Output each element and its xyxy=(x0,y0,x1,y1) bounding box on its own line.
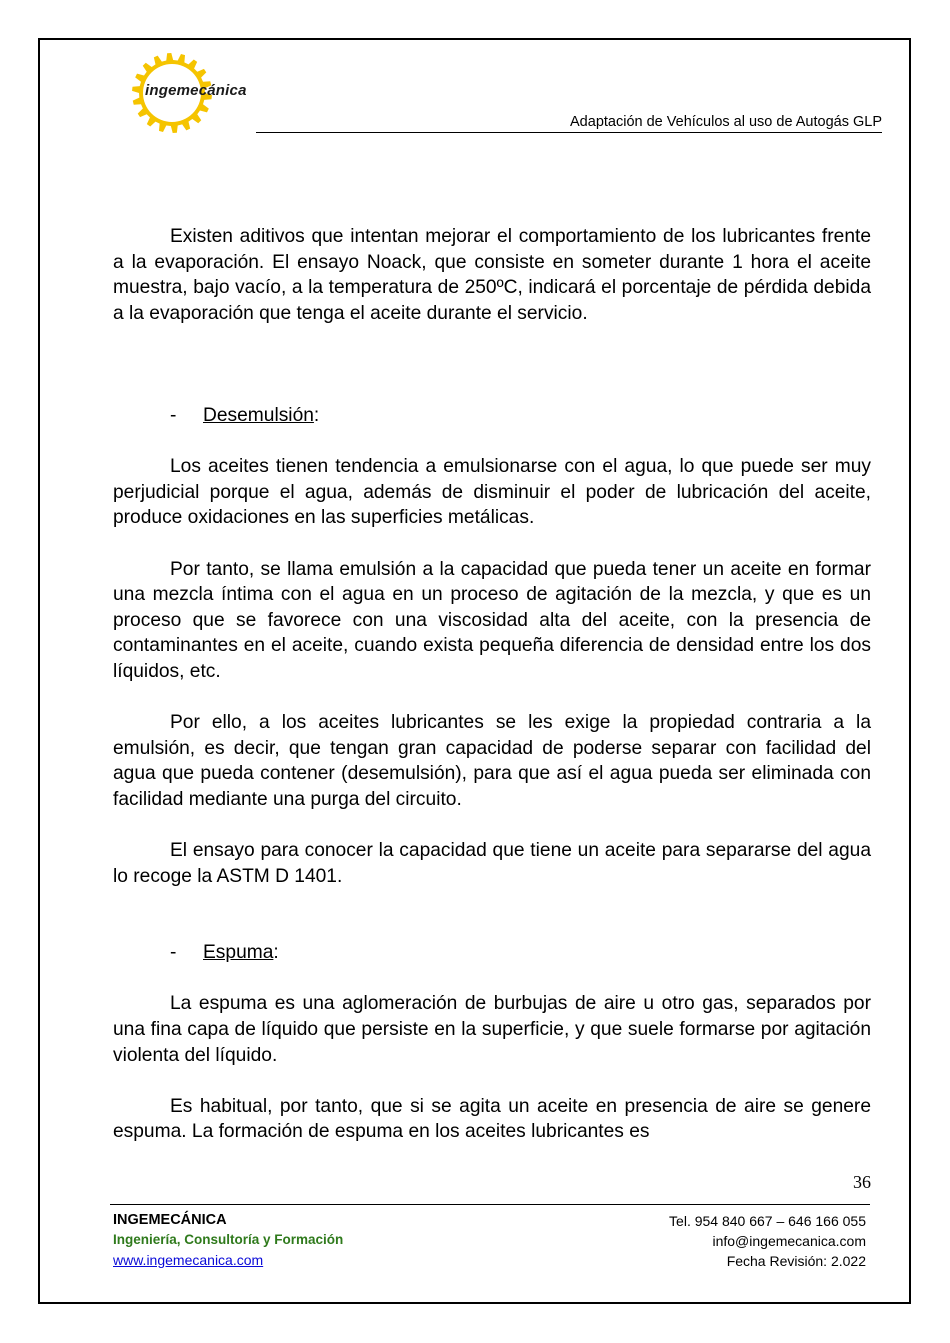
paragraph: Por ello, a los aceites lubricantes se les exige la propiedad contraria a la emulsión, es decir, que tengan gran capacidad de poderse separar con facilidad del agua que pueda contener (desemulsión), para que así el agua pueda ser eliminada con facilidad mediante una purga del circuito. xyxy=(113,712,871,810)
section-title: Espuma xyxy=(203,942,274,964)
paragraph: Existen aditivos que intentan mejorar el comportamiento de los lubricantes frente a la evaporación. El ensayo Noack, que consiste en someter durante 1 hora el aceite muestra, bajo vacío, a la temperatura de 250ºC, indicará el porcentaje de pérdida debida a la evaporación que tenga el aceite durante el servicio. xyxy=(113,226,871,324)
footer-phone: Tel. 954 840 667 – 646 166 055 xyxy=(669,1213,866,1229)
section-title-suffix: : xyxy=(273,942,279,964)
company-logo xyxy=(128,52,278,134)
footer-contact-info xyxy=(669,1211,866,1271)
footer-email: info@ingemecanica.com xyxy=(712,1233,866,1249)
footer-tagline: Ingeniería, Consultoría y Formación xyxy=(113,1232,344,1247)
section-heading-desemulsion xyxy=(113,403,871,429)
paragraph: Los aceites tienen tendencia a emulsionarse con el agua, lo que puede ser muy perjudicial porque el agua, además de disminuir el poder de lubricación del aceite, produce oxidaciones en las superficies metálicas. xyxy=(113,456,871,529)
bullet-dash: - xyxy=(170,942,177,964)
paragraph: La espuma es una aglomeración de burbujas de aire u otro gas, separados por una fina capa de líquido que persiste en la superficie, y que suele formarse por agitación violenta del líquido. xyxy=(113,993,871,1066)
page-number: 36 xyxy=(853,1172,871,1192)
footer-divider xyxy=(110,1204,870,1205)
footer-revision: Fecha Revisión: 2.022 xyxy=(726,1253,866,1269)
paragraph: El ensayo para conocer la capacidad que tiene un aceite para separarse del agua lo recoge la ASTM D 1401. xyxy=(113,840,871,887)
bullet-dash: - xyxy=(170,404,177,426)
paragraph: Por tanto, se llama emulsión a la capacidad que pueda tener un aceite en formar una mezcla íntima con el agua en un proceso de agitación de la mezcla, y que es un proceso que se favorece con una viscosidad alta del aceite, con la presencia de contaminantes en el aceite, cuando exista pequeña diferencia de densidad entre los dos líquidos, etc. xyxy=(113,558,871,682)
header-title: Adaptación de Vehículos al uso de Autogás GLP xyxy=(570,114,882,130)
paragraph: Es habitual, por tanto, que si se agita un aceite en presencia de aire se genere espuma. La formación de espuma en los aceites lubricantes es xyxy=(113,1095,871,1143)
section-title: Desemulsión xyxy=(203,404,314,426)
section-heading-espuma xyxy=(113,940,871,966)
logo-text: ingemecánica xyxy=(145,82,247,99)
footer-website-link[interactable]: www.ingemecanica.com xyxy=(113,1252,264,1268)
header-divider xyxy=(256,132,882,133)
footer-company-name: INGEMECÁNICA xyxy=(113,1212,227,1228)
footer-company-info xyxy=(113,1211,343,1270)
document-body xyxy=(113,224,871,1145)
section-title-suffix: : xyxy=(313,404,320,426)
